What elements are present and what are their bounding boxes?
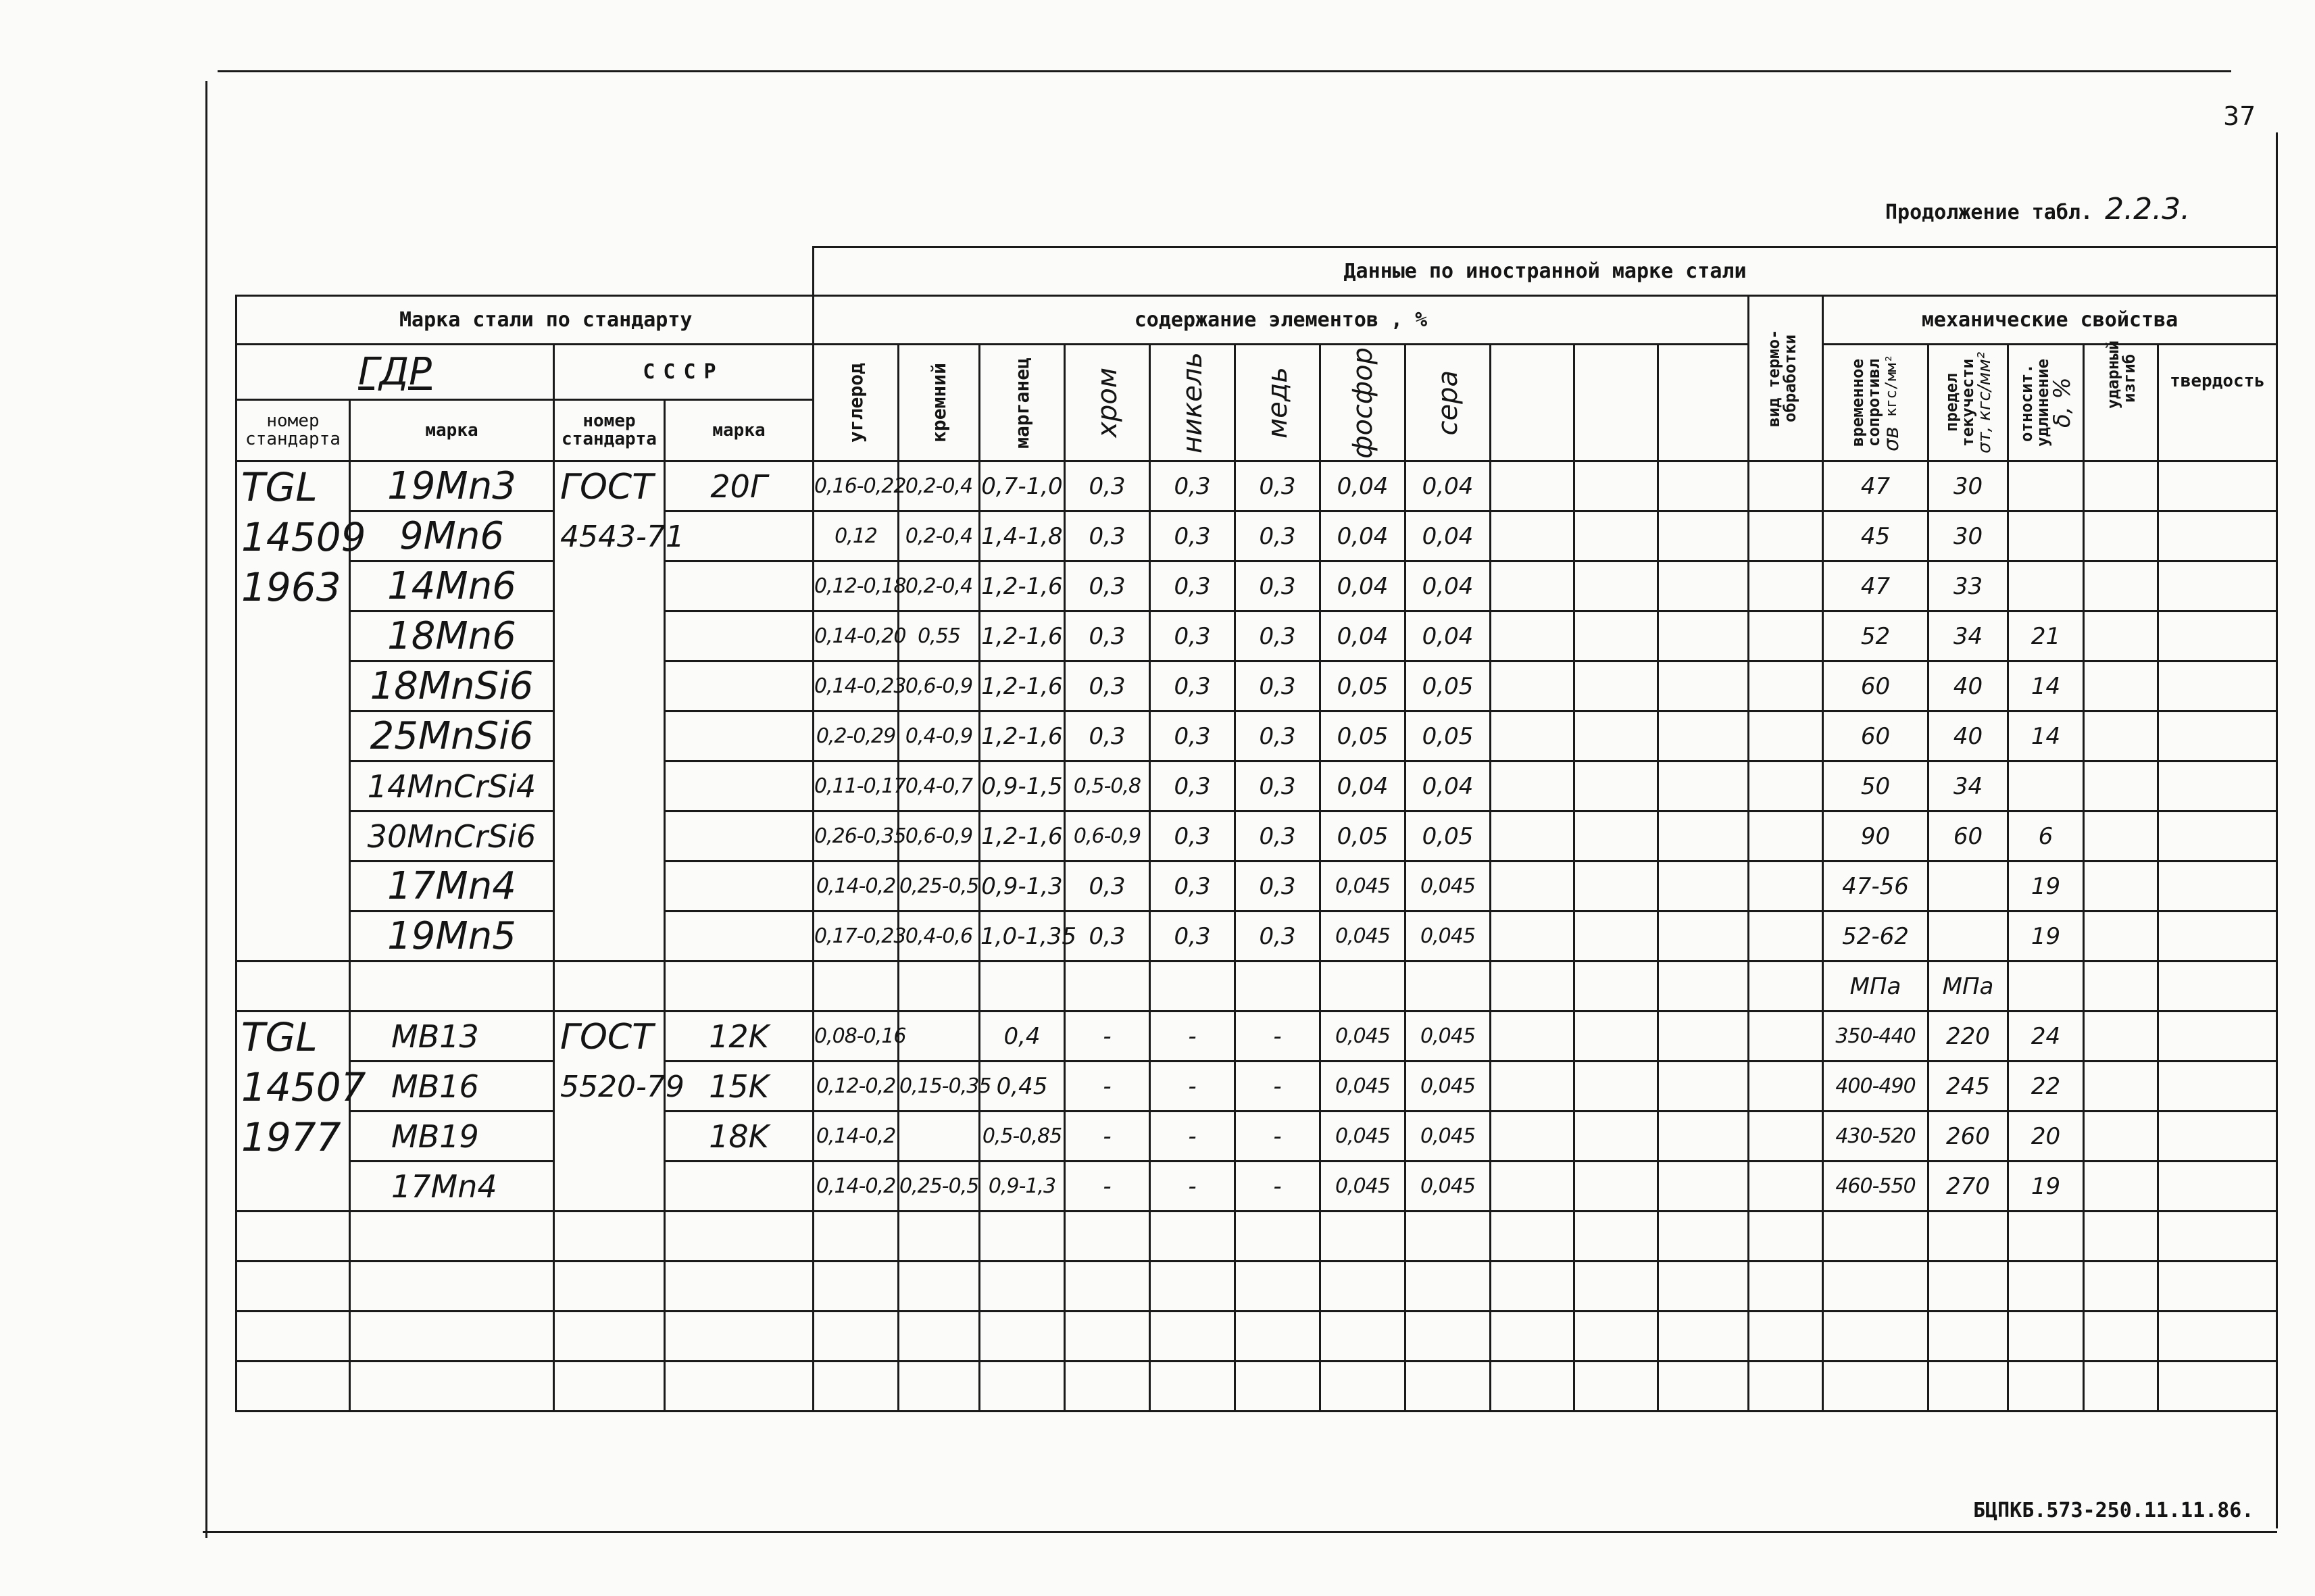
cu-value: - [1235, 1012, 1320, 1062]
s-value: 0,045 [1405, 1012, 1491, 1062]
mn-value: 1,2-1,6 [980, 662, 1065, 712]
top-rule [218, 70, 2231, 72]
tensile-value: 47 [1823, 562, 1928, 612]
table-row [237, 462, 2277, 512]
ussr-standard-cell-1: ГОСТ 4543-71 [554, 462, 665, 962]
cu-value: 0,3 [1235, 712, 1320, 762]
ni-value: - [1150, 1062, 1235, 1112]
cr-value: 0,3 [1065, 912, 1150, 962]
ni-value: 0,3 [1150, 712, 1235, 762]
yield-value: 40 [1928, 662, 2008, 712]
table-row [237, 512, 2277, 562]
ussr-grade: 18K [665, 1112, 814, 1162]
si-value: 0,4-0,6 [899, 912, 980, 962]
col-tensile-strength: временное сопротивл σв кгс/мм² [1823, 345, 1928, 462]
p-value: 0,04 [1320, 762, 1405, 812]
col-empty-3 [1658, 345, 1749, 462]
tensile-value: 47 [1823, 462, 1928, 512]
yield-value: 34 [1928, 762, 2008, 812]
elongation-value [2008, 562, 2084, 612]
p-value: 0,045 [1320, 1062, 1405, 1112]
ussr-header: СССР [554, 345, 814, 400]
ussr-grade [665, 762, 814, 812]
ussr-grade [665, 512, 814, 562]
cu-value: - [1235, 1162, 1320, 1212]
col-sulfur: сера [1405, 345, 1491, 462]
empty-row [237, 1312, 2277, 1362]
si-value: 0,15-0,35 [899, 1062, 980, 1112]
si-value [899, 1112, 980, 1162]
col-empty-2 [1574, 345, 1658, 462]
c-value: 0,2-0,29 [814, 712, 899, 762]
tensile-value: 50 [1823, 762, 1928, 812]
gdr-standard-cell-2: TGL 14507 1977 [237, 1012, 350, 1212]
cu-value: 0,3 [1235, 662, 1320, 712]
cu-value: 0,3 [1235, 762, 1320, 812]
col-hardness: твердость [2158, 345, 2277, 462]
col-elongation: относит. удлинение δ, % [2008, 345, 2084, 462]
ussr-grade: 15K [665, 1062, 814, 1112]
tensile-value: 52-62 [1823, 912, 1928, 962]
page-number: 37 [2223, 101, 2256, 131]
ussr-grade [665, 862, 814, 912]
tensile-value: 47-56 [1823, 862, 1928, 912]
si-value: 0,6-0,9 [899, 662, 980, 712]
footer-code: БЦПКБ.573-250.11.11.86. [1973, 1499, 2254, 1522]
ni-value: - [1150, 1012, 1235, 1062]
c-value: 0,08-0,16 [814, 1012, 899, 1062]
elongation-value: 24 [2008, 1012, 2084, 1062]
tensile-value: 90 [1823, 812, 1928, 862]
mn-value: 1,2-1,6 [980, 812, 1065, 862]
mn-value: 0,45 [980, 1062, 1065, 1112]
grade: 19Mn5 [350, 912, 554, 962]
yield-unit: МПа [1928, 962, 2008, 1012]
col-nickel: никель [1150, 345, 1235, 462]
continuation-number: 2.2.3. [2105, 192, 2191, 226]
col-empty-1 [1491, 345, 1574, 462]
empty-row [237, 1212, 2277, 1262]
table-row [237, 712, 2277, 762]
si-value: 0,4-0,7 [899, 762, 980, 812]
cu-value: 0,3 [1235, 812, 1320, 862]
s-value: 0,05 [1405, 812, 1491, 862]
tensile-value: 60 [1823, 712, 1928, 762]
yield-value: 30 [1928, 512, 2008, 562]
mn-value: 1,2-1,6 [980, 562, 1065, 612]
ni-value: 0,3 [1150, 512, 1235, 562]
p-value: 0,045 [1320, 1162, 1405, 1212]
gdr-grade-header: марка [350, 400, 554, 462]
table-continuation [1885, 192, 2190, 226]
yield-value: 60 [1928, 812, 2008, 862]
cr-value: 0,3 [1065, 462, 1150, 512]
ussr-grade [665, 812, 814, 862]
tensile-value: 430-520 [1823, 1112, 1928, 1162]
mn-value: 0,4 [980, 1012, 1065, 1062]
grade: MB13 [350, 1012, 554, 1062]
elongation-value: 14 [2008, 712, 2084, 762]
grade: 30MnCrSi6 [350, 812, 554, 862]
c-value: 0,12-0,18 [814, 562, 899, 612]
col-manganese: марганец [980, 345, 1065, 462]
p-value: 0,04 [1320, 462, 1405, 512]
c-value: 0,12-0,2 [814, 1062, 899, 1112]
cu-value: 0,3 [1235, 862, 1320, 912]
si-value: 0,2-0,4 [899, 512, 980, 562]
table-row [237, 1012, 2277, 1062]
mn-value: 1,0-1,35 [980, 912, 1065, 962]
s-value: 0,045 [1405, 1062, 1491, 1112]
elongation-value [2008, 512, 2084, 562]
units-row [237, 962, 2277, 1012]
elongation-value: 19 [2008, 1162, 2084, 1212]
grade: 19Mn3 [350, 462, 554, 512]
cr-value: - [1065, 1012, 1150, 1062]
ni-value: 0,3 [1150, 862, 1235, 912]
mn-value: 0,9-1,3 [980, 1162, 1065, 1212]
mech-props-header: механические свойства [1823, 296, 2277, 345]
ussr-grade [665, 662, 814, 712]
mn-value: 0,9-1,5 [980, 762, 1065, 812]
ni-value: 0,3 [1150, 762, 1235, 812]
ni-value: 0,3 [1150, 912, 1235, 962]
s-value: 0,045 [1405, 912, 1491, 962]
tensile-value: 350-440 [1823, 1012, 1928, 1062]
p-value: 0,05 [1320, 712, 1405, 762]
ussr-grade [665, 1162, 814, 1212]
si-value: 0,2-0,4 [899, 462, 980, 512]
cr-value: - [1065, 1162, 1150, 1212]
cu-value: 0,3 [1235, 512, 1320, 562]
yield-value: 34 [1928, 612, 2008, 662]
table-row [237, 812, 2277, 862]
col-copper: медь [1235, 345, 1320, 462]
ni-value: 0,3 [1150, 562, 1235, 612]
tensile-unit: МПа [1823, 962, 1928, 1012]
cu-value: - [1235, 1112, 1320, 1162]
mn-value: 0,9-1,3 [980, 862, 1065, 912]
ussr-grade-header: марка [665, 400, 814, 462]
cr-value: - [1065, 1112, 1150, 1162]
grade: 18Mn6 [350, 612, 554, 662]
si-value [899, 1012, 980, 1062]
cu-value: 0,3 [1235, 912, 1320, 962]
p-value: 0,05 [1320, 662, 1405, 712]
c-value: 0,14-0,2 [814, 1162, 899, 1212]
grade: MB16 [350, 1062, 554, 1112]
tensile-value: 60 [1823, 662, 1928, 712]
table-row [237, 1062, 2277, 1112]
p-value: 0,05 [1320, 812, 1405, 862]
table-row [237, 1162, 2277, 1212]
c-value: 0,12 [814, 512, 899, 562]
grade: 18MnSi6 [350, 662, 554, 712]
p-value: 0,045 [1320, 1012, 1405, 1062]
col-silicon: кремний [899, 345, 980, 462]
si-value: 0,4-0,9 [899, 712, 980, 762]
grade: 14MnCrSi4 [350, 762, 554, 812]
si-value: 0,25-0,5 [899, 1162, 980, 1212]
foreign-data-header: Данные по иностранной марке стали [814, 247, 2277, 296]
yield-value: 245 [1928, 1062, 2008, 1112]
p-value: 0,04 [1320, 612, 1405, 662]
p-value: 0,04 [1320, 512, 1405, 562]
grade: 9Mn6 [350, 512, 554, 562]
yield-value: 260 [1928, 1112, 2008, 1162]
tensile-value: 460-550 [1823, 1162, 1928, 1212]
ni-value: 0,3 [1150, 462, 1235, 512]
cu-value: - [1235, 1062, 1320, 1112]
ussr-grade: 20Г [665, 462, 814, 512]
si-value: 0,55 [899, 612, 980, 662]
si-value: 0,2-0,4 [899, 562, 980, 612]
elongation-value: 20 [2008, 1112, 2084, 1162]
bottom-rule [203, 1531, 2277, 1533]
elongation-value: 21 [2008, 612, 2084, 662]
elongation-value [2008, 762, 2084, 812]
table-row [237, 612, 2277, 662]
gdr-standard-cell-1: TGL 14509 1963 [237, 462, 350, 962]
c-value: 0,14-0,2 [814, 1112, 899, 1162]
ussr-std-number-header: номер стандарта [554, 400, 665, 462]
yield-value: 220 [1928, 1012, 2008, 1062]
ussr-grade [665, 562, 814, 612]
s-value: 0,04 [1405, 462, 1491, 512]
cr-value: 0,3 [1065, 712, 1150, 762]
p-value: 0,045 [1320, 912, 1405, 962]
yield-value: 33 [1928, 562, 2008, 612]
p-value: 0,045 [1320, 1112, 1405, 1162]
elongation-value: 19 [2008, 862, 2084, 912]
col-yield-strength: предел текучести σт, кгс/мм² [1928, 345, 2008, 462]
c-value: 0,11-0,17 [814, 762, 899, 812]
table-row [237, 912, 2277, 962]
cr-value: 0,3 [1065, 662, 1150, 712]
elongation-value: 19 [2008, 912, 2084, 962]
col-carbon: углерод [814, 345, 899, 462]
s-value: 0,04 [1405, 562, 1491, 612]
table-row [237, 662, 2277, 712]
table-row [237, 762, 2277, 812]
element-content-header: содержание элементов , % [814, 296, 1749, 345]
col-impact-bend: ударный изгиб [2084, 345, 2158, 462]
s-value: 0,05 [1405, 662, 1491, 712]
table-row [237, 1112, 2277, 1162]
elongation-value [2008, 462, 2084, 512]
ussr-standard-cell-2: ГОСТ 5520-79 [554, 1012, 665, 1212]
ussr-grade: 12K [665, 1012, 814, 1062]
c-value: 0,26-0,35 [814, 812, 899, 862]
mn-value: 1,2-1,6 [980, 712, 1065, 762]
s-value: 0,05 [1405, 712, 1491, 762]
p-value: 0,045 [1320, 862, 1405, 912]
cr-value: 0,3 [1065, 862, 1150, 912]
col-chromium: хром [1065, 345, 1150, 462]
ni-value: 0,3 [1150, 612, 1235, 662]
yield-value: 30 [1928, 462, 2008, 512]
mn-value: 1,4-1,8 [980, 512, 1065, 562]
s-value: 0,045 [1405, 862, 1491, 912]
table-row [237, 862, 2277, 912]
ussr-grade [665, 712, 814, 762]
empty-row [237, 1262, 2277, 1312]
cr-value: - [1065, 1062, 1150, 1112]
gdr-header: ГДР [237, 345, 554, 400]
cr-value: 0,3 [1065, 612, 1150, 662]
si-value: 0,25-0,5 [899, 862, 980, 912]
tensile-value: 52 [1823, 612, 1928, 662]
s-value: 0,04 [1405, 612, 1491, 662]
s-value: 0,04 [1405, 512, 1491, 562]
steel-grades-table [235, 246, 2278, 1412]
c-value: 0,14-0,2 [814, 862, 899, 912]
table-row [237, 562, 2277, 612]
mn-value: 0,5-0,85 [980, 1112, 1065, 1162]
top-left-blank [237, 247, 814, 296]
grade: 17Mn4 [350, 1162, 554, 1212]
yield-value [1928, 912, 2008, 962]
ni-value: - [1150, 1162, 1235, 1212]
tensile-value: 400-490 [1823, 1062, 1928, 1112]
grade: 17Mn4 [350, 862, 554, 912]
grade-by-standard-header: Марка стали по стандарту [237, 296, 814, 345]
s-value: 0,045 [1405, 1162, 1491, 1212]
ussr-grade [665, 612, 814, 662]
elongation-value: 6 [2008, 812, 2084, 862]
elongation-value: 22 [2008, 1062, 2084, 1112]
ni-value: - [1150, 1112, 1235, 1162]
cr-value: 0,3 [1065, 562, 1150, 612]
cr-value: 0,5-0,8 [1065, 762, 1150, 812]
heat-treatment-header: вид термо- обработки [1749, 296, 1823, 462]
yield-value: 40 [1928, 712, 2008, 762]
gdr-std-number-header: номер стандарта [237, 400, 350, 462]
cu-value: 0,3 [1235, 612, 1320, 662]
c-value: 0,17-0,23 [814, 912, 899, 962]
s-value: 0,045 [1405, 1112, 1491, 1162]
grade: 14Mn6 [350, 562, 554, 612]
ussr-grade [665, 912, 814, 962]
s-value: 0,04 [1405, 762, 1491, 812]
mn-value: 0,7-1,0 [980, 462, 1065, 512]
cr-value: 0,6-0,9 [1065, 812, 1150, 862]
cr-value: 0,3 [1065, 512, 1150, 562]
ni-value: 0,3 [1150, 662, 1235, 712]
p-value: 0,04 [1320, 562, 1405, 612]
mn-value: 1,2-1,6 [980, 612, 1065, 662]
continuation-text: Продолжение табл. [1885, 201, 2093, 224]
col-phosphorus: фосфор [1320, 345, 1405, 462]
cu-value: 0,3 [1235, 562, 1320, 612]
left-rule [205, 81, 207, 1538]
si-value: 0,6-0,9 [899, 812, 980, 862]
elongation-value: 14 [2008, 662, 2084, 712]
grade: MB19 [350, 1112, 554, 1162]
tensile-value: 45 [1823, 512, 1928, 562]
ni-value: 0,3 [1150, 812, 1235, 862]
c-value: 0,14-0,20 [814, 612, 899, 662]
cu-value: 0,3 [1235, 462, 1320, 512]
empty-row [237, 1362, 2277, 1412]
yield-value: 270 [1928, 1162, 2008, 1212]
c-value: 0,16-0,22 [814, 462, 899, 512]
grade: 25MnSi6 [350, 712, 554, 762]
yield-value [1928, 862, 2008, 912]
c-value: 0,14-0,23 [814, 662, 899, 712]
